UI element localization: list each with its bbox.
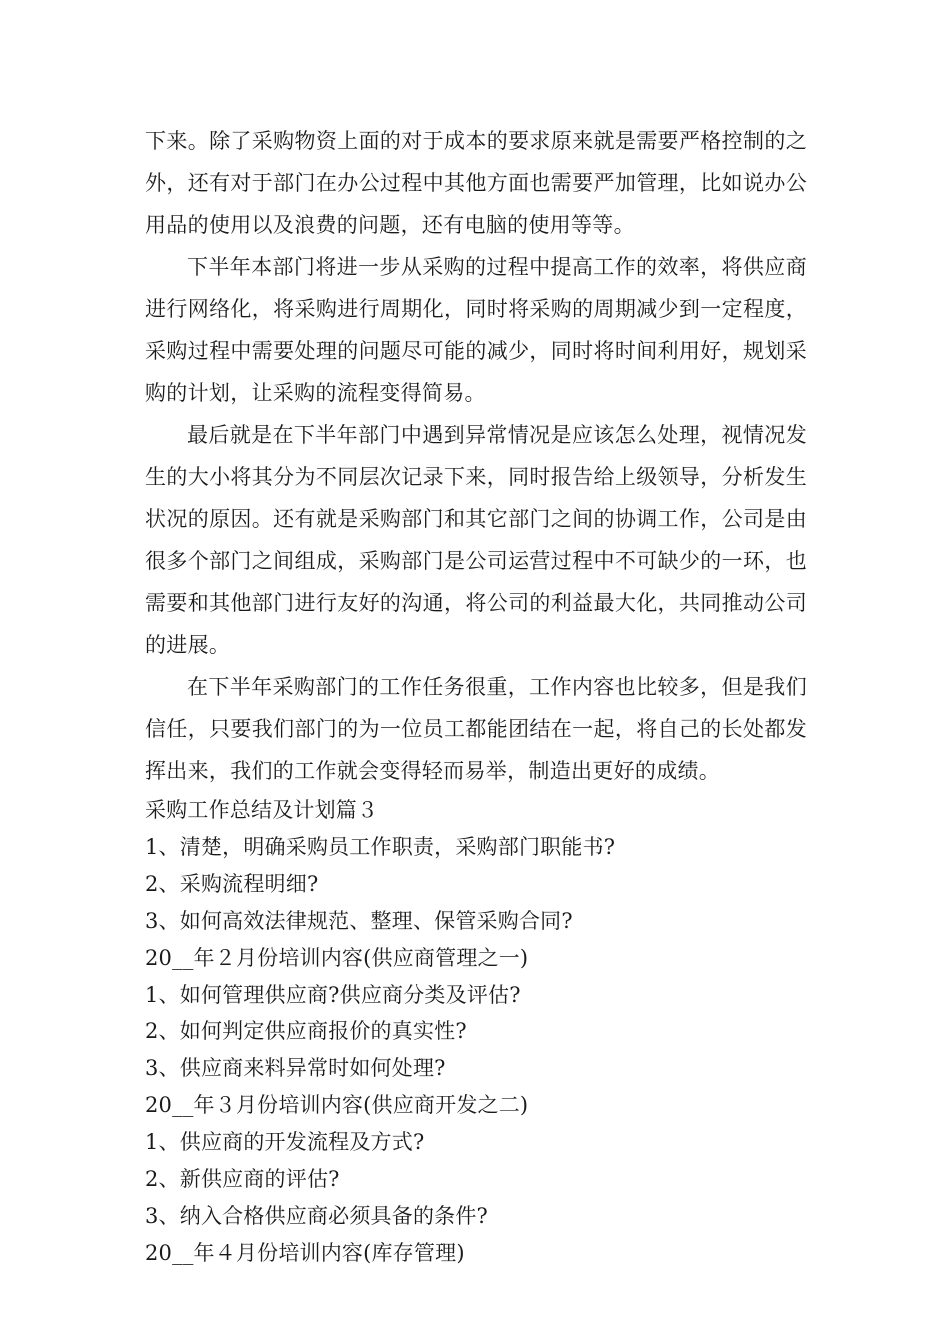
paragraph-second-half-plan: 下半年本部门将进一步从采购的过程中提高工作的效率，将供应商进行网络化，将采购进行周期化，同时将采购的周期减少到一定程度，采购过程中需要处理的问题尽可能的减少，同时将时间利用好，规划采购的计划，让采购的流程变得简易。 xyxy=(145,255,807,405)
paragraph-team-confidence: 在下半年采购部门的工作任务很重，工作内容也比较多，但是我们信任，只要我们部门的为一位员工都能团结在一起，将自己的长处都发挥出来，我们的工作就会变得轻而易举，制造出更好的成绩。 xyxy=(145,675,807,783)
list-item: 3、如何高效法律规范、整理、保管采购合同? xyxy=(145,908,573,933)
document-body xyxy=(145,120,807,1272)
list-item: 2、新供应商的评估? xyxy=(145,1167,340,1192)
list-item: 2、采购流程明细? xyxy=(145,871,319,896)
paragraph-exception-handling: 最后就是在下半年部门中遇到异常情况是应该怎么处理，视情况发生的大小将其分为不同层次记录下来，同时报告给上级领导，分析发生状况的原因。还有就是采购部门和其它部门之间的协调工作，公司是由很多个部门之间组成，采购部门是公司运营过程中不可缺少的一环，也需要和其他部门进行友好的沟通，将公司的利益最大化，共同推动公司的进展。 xyxy=(145,423,807,657)
section-title: 采购工作总结及计划篇３ xyxy=(145,798,379,822)
paragraph-continuation: 下来。除了采购物资上面的对于成本的要求原来就是需要严格控制的之外，还有对于部门在办公过程中其他方面也需要严加管理，比如说办公用品的使用以及浪费的问题，还有电脑的使用等等。 xyxy=(145,129,807,237)
list-item: 2、如何判定供应商报价的真实性? xyxy=(145,1019,467,1044)
training-month-heading: 20__年２月份培训内容(供应商管理之一) xyxy=(145,945,529,970)
list-item: 3、纳入合格供应商必须具备的条件? xyxy=(145,1203,489,1228)
list-item: 1、如何管理供应商?供应商分类及评估? xyxy=(145,982,521,1007)
training-month-heading: 20__年３月份培训内容(供应商开发之二) xyxy=(145,1093,529,1118)
list-item: 1、清楚，明确采购员工作职责，采购部门职能书? xyxy=(145,834,616,859)
list-item: 1、供应商的开发流程及方式? xyxy=(145,1130,425,1155)
list-item: 3、供应商来料异常时如何处理? xyxy=(145,1056,446,1081)
training-month-heading: 20__年４月份培训内容(库存管理) xyxy=(145,1240,465,1265)
